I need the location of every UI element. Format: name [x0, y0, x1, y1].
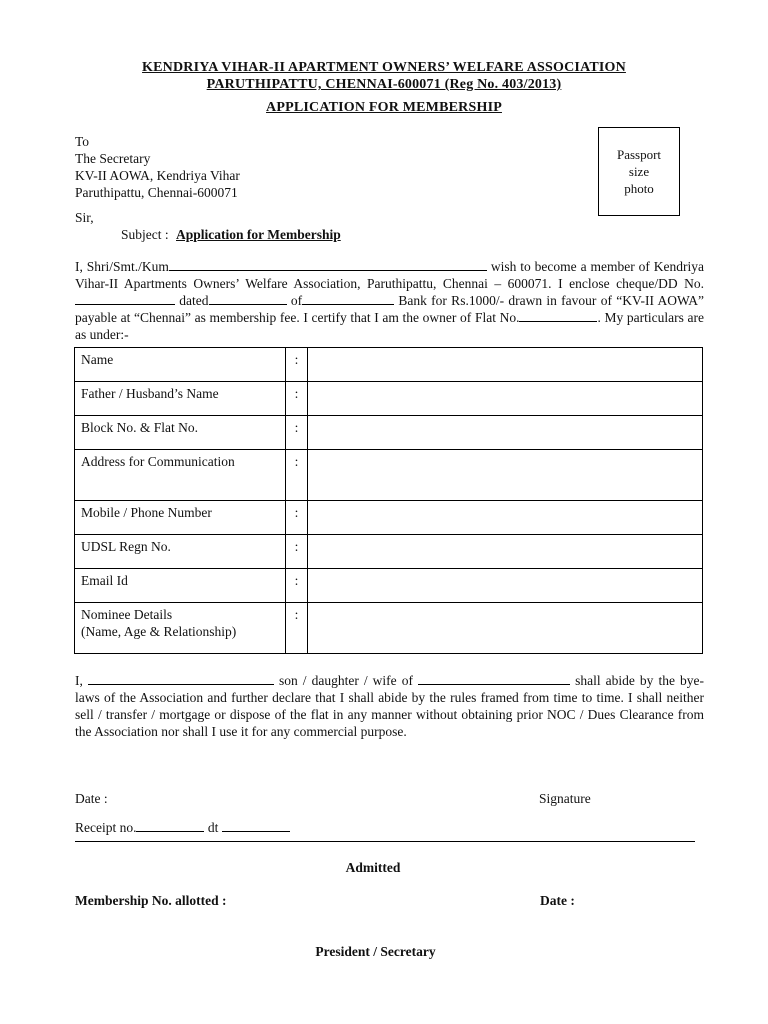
table-row [75, 501, 703, 535]
cheque-date-blank[interactable] [209, 292, 287, 305]
nominee-sublabel: (Name, Age & Relationship) [81, 624, 237, 639]
declaration-text-2: son / daughter / wife of [273, 673, 419, 688]
row-label [75, 603, 286, 654]
row-separator: : [286, 382, 308, 416]
admitted-label: Admitted [345, 860, 401, 875]
membership-no-label: Membership No. allotted : [75, 893, 227, 908]
receipt-no-blank[interactable] [136, 819, 204, 832]
row-label: Name [75, 348, 286, 382]
admission-date-label: Date : [540, 893, 575, 908]
association-address: PARUTHIPATTU, CHENNAI-600071 (Reg No. 403/2013) [206, 77, 562, 92]
name-field[interactable] [308, 348, 703, 382]
intro-text-3: dated [175, 293, 209, 308]
flat-no-blank[interactable] [519, 309, 597, 322]
declaration-paragraph [75, 672, 704, 740]
row-label: UDSL Regn No. [75, 535, 286, 569]
receipt-line [75, 819, 290, 836]
udsl-regn-field[interactable] [308, 535, 703, 569]
receipt-label: Receipt no. [75, 820, 137, 835]
address-org: KV-II AOWA, Kendriya Vihar [75, 168, 240, 183]
bank-name-blank[interactable] [302, 292, 394, 305]
intro-text-1: I, Shri/Smt./Kum [75, 259, 169, 274]
intro-text-4: of [286, 293, 303, 308]
signature-label: Signature [539, 791, 591, 806]
photo-label-1: Passport [616, 147, 662, 162]
declaration-text-3: shall abide by the bye-laws of the Association and further declare that I shall abide by the rules framed from time to time. I shall neither sell / transfer / mortgage or dispose of the flat in any manner without obtaining prior NOC / Dues Clearance from the Association nor shall I use it for any commercial purpose. [75, 673, 705, 739]
address-to: To [75, 134, 90, 149]
block-flat-field[interactable] [308, 416, 703, 450]
row-label: Address for Communication [75, 450, 286, 501]
photo-label-2: size [628, 164, 650, 179]
table-row [75, 416, 703, 450]
row-label: Email Id [75, 569, 286, 603]
receipt-date-blank[interactable] [222, 819, 290, 832]
table-row [75, 382, 703, 416]
cheque-no-blank[interactable] [75, 292, 175, 305]
intro-text-2: wish to become a member of Kendriya Vihar-II Apartments Owners’ Welfare Association, Paruthipattu, Chennai – 600071. I enclose cheque/DD No. [75, 259, 705, 291]
intro-text-5: Bank for Rs.1000/- drawn in favour of “KV-II AOWA” payable at “Chennai” as membership fee. I certify that I am the owner of Flat No. [75, 293, 704, 325]
subject-line [121, 226, 341, 243]
address-block [75, 133, 240, 201]
subject-label: Subject : [121, 227, 169, 242]
row-separator: : [286, 416, 308, 450]
photo-label-3: photo [624, 181, 654, 196]
applicant-name-blank[interactable] [169, 258, 487, 271]
address-recipient: The Secretary [75, 151, 151, 166]
father-husband-name-field[interactable] [308, 382, 703, 416]
row-separator: : [286, 501, 308, 535]
declaration-text-1: I, [75, 673, 88, 688]
relation-name-blank[interactable] [418, 672, 570, 685]
table-row [75, 535, 703, 569]
particulars-table [74, 347, 703, 654]
email-field[interactable] [308, 569, 703, 603]
nominee-field[interactable] [308, 603, 703, 654]
receipt-dt-label: dt [204, 820, 222, 835]
nominee-label: Nominee Details [81, 607, 173, 622]
address-city: Paruthipattu, Chennai-600071 [75, 185, 238, 200]
row-separator: : [286, 450, 308, 501]
intro-text-6: . My particulars are as under:- [75, 310, 704, 342]
passport-photo-box [598, 127, 680, 216]
row-label: Mobile / Phone Number [75, 501, 286, 535]
row-label: Father / Husband’s Name [75, 382, 286, 416]
president-secretary-label: President / Secretary [315, 944, 436, 959]
divider [75, 841, 695, 842]
address-field[interactable] [308, 450, 703, 501]
row-separator: : [286, 348, 308, 382]
declarant-name-blank[interactable] [88, 672, 274, 685]
table-row [75, 603, 703, 654]
intro-paragraph [75, 258, 704, 343]
table-row [75, 569, 703, 603]
row-separator: : [286, 535, 308, 569]
row-separator: : [286, 603, 308, 654]
row-separator: : [286, 569, 308, 603]
row-label: Block No. & Flat No. [75, 416, 286, 450]
salutation: Sir, [75, 210, 94, 225]
date-label: Date : [75, 791, 108, 806]
table-row [75, 348, 703, 382]
table-row [75, 450, 703, 501]
form-title: APPLICATION FOR MEMBERSHIP [266, 100, 502, 115]
subject-text: Application for Membership [176, 227, 341, 242]
phone-field[interactable] [308, 501, 703, 535]
association-name: KENDRIYA VIHAR-II APARTMENT OWNERS’ WELFARE ASSOCIATION [142, 60, 626, 75]
